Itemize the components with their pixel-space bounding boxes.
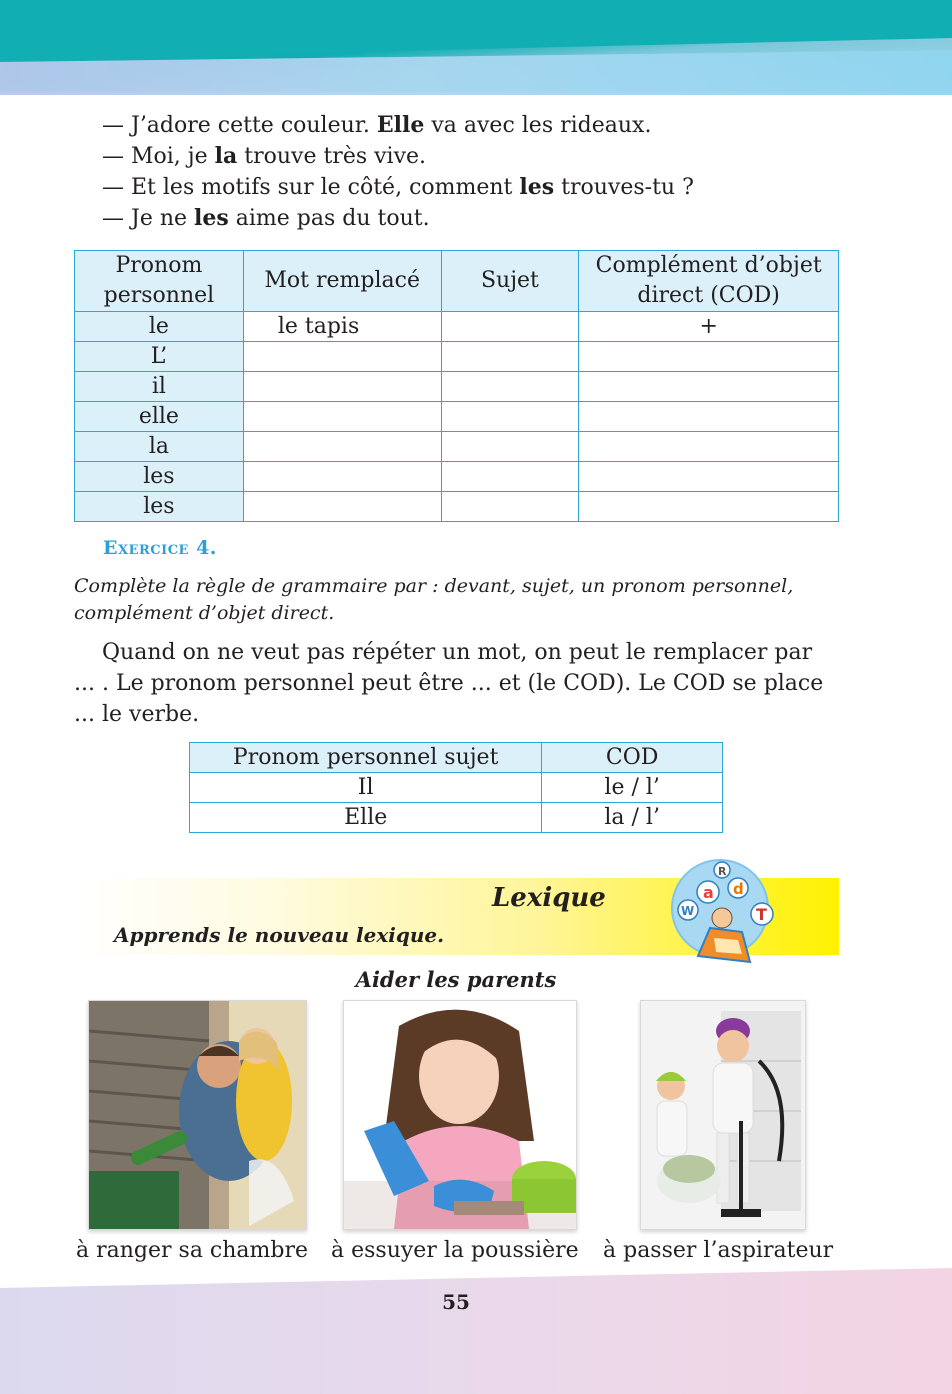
table-row [75,372,839,402]
dialog-lines [102,110,694,234]
table-cell [243,372,441,402]
table-cell [441,462,579,492]
table-cell: la [75,432,244,462]
table-cell: + [579,312,839,342]
table-cell [579,462,839,492]
table-header-row [190,743,723,773]
emblem-letter: R [718,865,727,878]
table-cell: les [75,462,244,492]
header-mot-remplace: Mot remplacé [243,251,441,312]
table-row [75,402,839,432]
emblem-letter: T [756,905,767,924]
dialog-line: — Moi, je la trouve très vive. [102,143,427,169]
dialog-line: — Je ne les aime pas du tout. [102,205,430,231]
bottom-decorative-band [0,1268,952,1394]
exercise-instruction: Complète la règle de grammaire par : devant, sujet, un pronom personnel, complément d’objet direct. [74,575,794,624]
table-row [75,342,839,372]
table-header-row [75,251,839,312]
table-row [190,803,723,833]
table-cell: le tapis [243,312,441,342]
table-cell: il [75,372,244,402]
table-cell: Il [190,773,542,803]
photo-dusting [343,1000,577,1230]
table-row [75,432,839,462]
caption-ranger: à ranger sa chambre [76,1238,309,1263]
table-cell [579,402,839,432]
table-cell: L’ [75,342,244,372]
table-row [190,773,723,803]
header-cod: COD [542,743,723,773]
table-cell: le / l’ [542,773,723,803]
exercise-title: Exercice 4. [103,537,217,559]
caption-aspirateur: à passer l’aspirateur [603,1238,834,1263]
table-cell [243,402,441,432]
table-cell: Elle [190,803,542,833]
section-title: Aider les parents [355,967,557,992]
page-number: 55 [442,1290,470,1314]
grammar-rule: Quand on ne veut pas répéter un mot, on peut le remplacer par ... . Le pronom personnel peut être ... et (le COD). Le COD se place ... le verbe. [74,640,824,727]
header-sujet: Pronom personnel sujet [190,743,542,773]
table-cell [243,492,441,522]
table-cell [441,432,579,462]
table-row [75,492,839,522]
lexique-title: Lexique [492,883,606,913]
header-sujet: Sujet [441,251,579,312]
table-row [75,312,839,342]
table-cell [441,492,579,522]
table-row [75,462,839,492]
dialog-line: — J’adore cette couleur. Elle va avec les rideaux. [102,112,652,138]
table-cell: le [75,312,244,342]
table-cell [579,432,839,462]
table-cell [579,372,839,402]
table-cell [579,492,839,522]
table-cell [441,372,579,402]
lexique-subtitle: Apprends le nouveau lexique. [114,923,445,947]
table-cell [441,402,579,432]
table-cell [243,342,441,372]
table-cell [243,462,441,492]
emblem-letter: W [681,904,695,918]
table-cell [579,342,839,372]
photo-recycling [88,1000,307,1230]
table-cell [441,312,579,342]
table-cell [441,342,579,372]
lexique-emblem-icon [664,858,784,970]
table-cell [243,432,441,462]
caption-essuyer: à essuyer la poussière [331,1238,579,1263]
table-cell: la / l’ [542,803,723,833]
header-cod: Complément d’objet direct (COD) [579,251,839,312]
table-cell: les [75,492,244,522]
emblem-letter: d [733,880,744,898]
emblem-letter: a [703,883,714,902]
photo-vacuuming [640,1000,806,1230]
table-cell: elle [75,402,244,432]
dialog-line: — Et les motifs sur le côté, comment les trouves-tu ? [102,174,694,200]
cod-table [189,742,723,833]
header-pronom: Pronom personnel [75,251,244,312]
pronoun-table [74,250,839,522]
